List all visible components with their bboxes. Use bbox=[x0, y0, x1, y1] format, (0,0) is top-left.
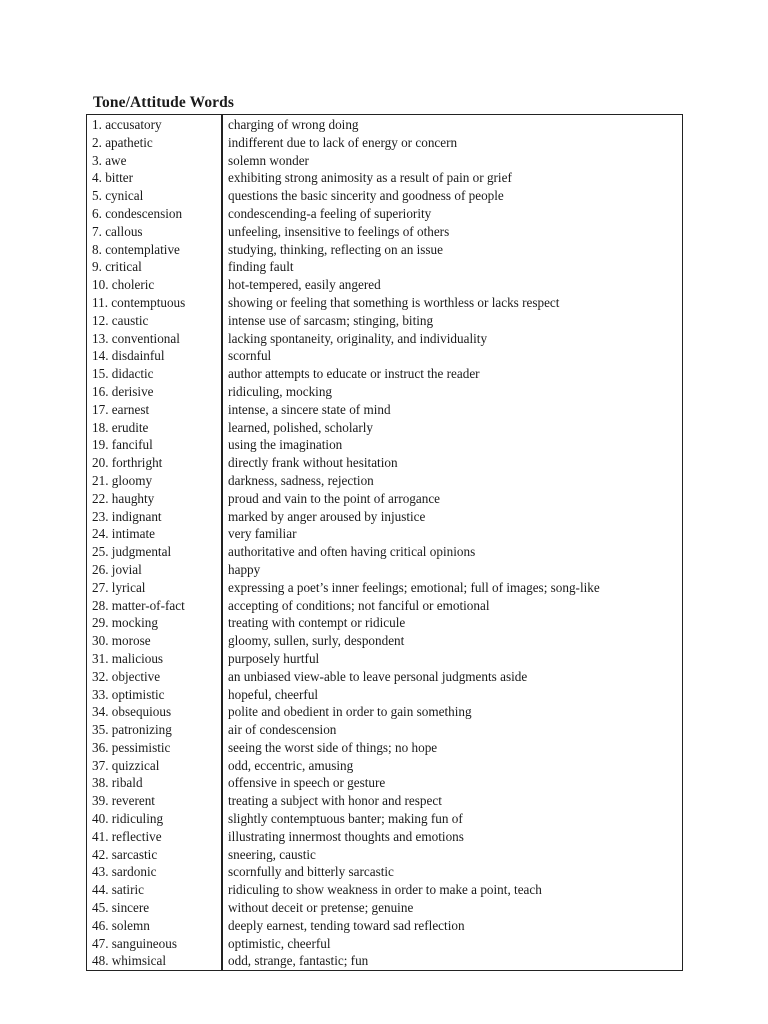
term-cell: 42. sarcastic bbox=[92, 846, 158, 862]
table-row bbox=[87, 490, 682, 508]
definition-cell: seeing the worst side of things; no hope bbox=[228, 739, 438, 755]
definition-cell: authoritative and often having critical opinions bbox=[228, 544, 476, 560]
term-cell: 37. quizzical bbox=[92, 757, 160, 773]
term-cell: 33. optimistic bbox=[92, 686, 165, 702]
definition-cell: illustrating innermost thoughts and emotions bbox=[228, 828, 464, 844]
term-cell: 35. patronizing bbox=[92, 722, 172, 738]
definition-cell: condescending-a feeling of superiority bbox=[228, 205, 432, 221]
term-cell: 2. apathetic bbox=[92, 134, 153, 150]
table-row bbox=[87, 365, 682, 383]
term-cell: 22. haughty bbox=[92, 490, 155, 506]
definition-cell: studying, thinking, reflecting on an issue bbox=[228, 241, 443, 257]
table-row bbox=[87, 401, 682, 419]
table-row bbox=[87, 686, 682, 704]
term-cell: 26. jovial bbox=[92, 561, 142, 577]
definition-cell: charging of wrong doing bbox=[228, 117, 359, 132]
table-row bbox=[87, 205, 682, 223]
definition-cell: slightly contemptuous banter; making fun of bbox=[228, 811, 463, 827]
table-rows bbox=[87, 116, 682, 970]
definition-cell: learned, polished, scholarly bbox=[228, 419, 374, 435]
table-row bbox=[87, 169, 682, 187]
term-cell: 3. awe bbox=[92, 152, 127, 168]
term-cell: 41. reflective bbox=[92, 828, 162, 844]
term-cell: 29. mocking bbox=[92, 615, 158, 631]
definition-cell: finding fault bbox=[228, 259, 294, 275]
definition-cell: exhibiting strong animosity as a result of pain or grief bbox=[228, 170, 512, 186]
definition-cell: accepting of conditions; not fanciful or emotional bbox=[228, 597, 490, 613]
definition-cell: showing or feeling that something is worthless or lacks respect bbox=[228, 294, 560, 310]
term-cell: 25. judgmental bbox=[92, 544, 172, 560]
definition-cell: offensive in speech or gesture bbox=[228, 775, 386, 791]
definition-cell: indifferent due to lack of energy or concern bbox=[228, 134, 458, 150]
table-row bbox=[87, 721, 682, 739]
table-row bbox=[87, 152, 682, 170]
definition-cell: hopeful, cheerful bbox=[228, 686, 319, 702]
term-cell: 44. satiric bbox=[92, 882, 145, 898]
definition-cell: ridiculing to show weakness in order to make a point, teach bbox=[228, 882, 542, 898]
table-row bbox=[87, 187, 682, 205]
table-row bbox=[87, 436, 682, 454]
table-row bbox=[87, 543, 682, 561]
definition-cell: author attempts to educate or instruct the reader bbox=[228, 366, 480, 382]
table-row bbox=[87, 330, 682, 348]
term-cell: 1. accusatory bbox=[92, 117, 162, 132]
term-cell: 15. didactic bbox=[92, 366, 154, 382]
table-row bbox=[87, 650, 682, 668]
table-row bbox=[87, 383, 682, 401]
table-row bbox=[87, 917, 682, 935]
definition-cell: treating with contempt or ridicule bbox=[228, 615, 406, 631]
term-cell: 39. reverent bbox=[92, 793, 155, 809]
table-row bbox=[87, 935, 682, 953]
table-row bbox=[87, 134, 682, 152]
term-cell: 34. obsequious bbox=[92, 704, 172, 720]
definition-cell: very familiar bbox=[228, 526, 297, 542]
table-row bbox=[87, 116, 682, 134]
term-cell: 14. disdainful bbox=[92, 348, 165, 364]
definition-cell: sneering, caustic bbox=[228, 846, 316, 862]
term-cell: 24. intimate bbox=[92, 526, 155, 542]
term-cell: 23. indignant bbox=[92, 508, 162, 524]
definition-cell: happy bbox=[228, 561, 261, 577]
definition-cell: using the imagination bbox=[228, 437, 343, 453]
term-cell: 9. critical bbox=[92, 259, 142, 275]
definition-cell: hot-tempered, easily angered bbox=[228, 277, 381, 293]
table-row bbox=[87, 881, 682, 899]
definition-cell: without deceit or pretense; genuine bbox=[228, 900, 414, 916]
term-cell: 47. sanguineous bbox=[92, 935, 177, 951]
term-cell: 13. conventional bbox=[92, 330, 180, 346]
term-cell: 40. ridiculing bbox=[92, 811, 164, 827]
definition-cell: treating a subject with honor and respect bbox=[228, 793, 442, 809]
definition-cell: darkness, sadness, rejection bbox=[228, 472, 374, 488]
term-cell: 11. contemptuous bbox=[92, 294, 186, 310]
table-row bbox=[87, 312, 682, 330]
definition-cell: odd, eccentric, amusing bbox=[228, 757, 354, 773]
table-row bbox=[87, 632, 682, 650]
definition-cell: lacking spontaneity, originality, and individuality bbox=[228, 330, 488, 346]
definition-cell: deeply earnest, tending toward sad reflection bbox=[228, 917, 465, 933]
table-row bbox=[87, 258, 682, 276]
term-cell: 32. objective bbox=[92, 668, 161, 684]
term-cell: 31. malicious bbox=[92, 650, 164, 666]
term-cell: 28. matter-of-fact bbox=[92, 597, 185, 613]
term-cell: 43. sardonic bbox=[92, 864, 157, 880]
definition-cell: purposely hurtful bbox=[228, 650, 320, 666]
term-cell: 38. ribald bbox=[92, 775, 143, 791]
term-cell: 5. cynical bbox=[92, 188, 144, 204]
table-row bbox=[87, 454, 682, 472]
term-cell: 4. bitter bbox=[92, 170, 134, 186]
table-row bbox=[87, 703, 682, 721]
table-row bbox=[87, 579, 682, 597]
definition-cell: solemn wonder bbox=[228, 152, 309, 168]
table-row bbox=[87, 294, 682, 312]
definition-cell: an unbiased view-able to leave personal judgments aside bbox=[228, 668, 528, 684]
definition-cell: polite and obedient in order to gain something bbox=[228, 704, 472, 720]
table-row bbox=[87, 561, 682, 579]
table-row bbox=[87, 525, 682, 543]
definition-cell: proud and vain to the point of arrogance bbox=[228, 490, 441, 506]
definition-cell: directly frank without hesitation bbox=[228, 455, 398, 471]
table-row bbox=[87, 810, 682, 828]
definition-cell: unfeeling, insensitive to feelings of others bbox=[228, 223, 450, 239]
term-cell: 19. fanciful bbox=[92, 437, 153, 453]
table-row bbox=[87, 614, 682, 632]
table-row bbox=[87, 863, 682, 881]
table-row bbox=[87, 899, 682, 917]
table-row bbox=[87, 668, 682, 686]
term-cell: 46. solemn bbox=[92, 917, 150, 933]
table-row bbox=[87, 347, 682, 365]
definition-cell: expressing a poet’s inner feelings; emotional; full of images; song-like bbox=[228, 579, 600, 595]
term-cell: 36. pessimistic bbox=[92, 739, 171, 755]
table-row bbox=[87, 223, 682, 241]
term-cell: 12. caustic bbox=[92, 312, 149, 328]
tone-words-table bbox=[86, 114, 683, 971]
table-row bbox=[87, 792, 682, 810]
definition-cell: odd, strange, fantastic; fun bbox=[228, 953, 369, 969]
definition-cell: air of condescension bbox=[228, 722, 337, 738]
term-cell: 20. forthright bbox=[92, 455, 163, 471]
term-cell: 7. callous bbox=[92, 223, 143, 239]
definition-cell: intense, a sincere state of mind bbox=[228, 401, 391, 417]
table-row bbox=[87, 508, 682, 526]
definition-cell: scornfully and bitterly sarcastic bbox=[228, 864, 394, 880]
table-row bbox=[87, 739, 682, 757]
table-row bbox=[87, 846, 682, 864]
table-row bbox=[87, 597, 682, 615]
table-row bbox=[87, 828, 682, 846]
definition-cell: marked by anger aroused by injustice bbox=[228, 508, 426, 524]
definition-cell: questions the basic sincerity and goodness of people bbox=[228, 188, 504, 204]
definition-cell: ridiculing, mocking bbox=[228, 383, 333, 399]
definition-cell: intense use of sarcasm; stinging, biting bbox=[228, 312, 434, 328]
term-cell: 18. erudite bbox=[92, 419, 149, 435]
definition-cell: optimistic, cheerful bbox=[228, 935, 331, 951]
table-row bbox=[87, 419, 682, 437]
term-cell: 10. choleric bbox=[92, 277, 155, 293]
term-cell: 17. earnest bbox=[92, 401, 150, 417]
table-row bbox=[87, 276, 682, 294]
table-row bbox=[87, 757, 682, 775]
table-row bbox=[87, 472, 682, 490]
definition-cell: scornful bbox=[228, 348, 272, 364]
term-cell: 27. lyrical bbox=[92, 579, 146, 595]
table-row bbox=[87, 952, 682, 970]
document-title: Tone/Attitude Words bbox=[93, 94, 234, 111]
term-cell: 6. condescension bbox=[92, 205, 183, 221]
table-row bbox=[87, 241, 682, 259]
term-cell: 21. gloomy bbox=[92, 472, 153, 488]
term-cell: 8. contemplative bbox=[92, 241, 180, 257]
definition-cell: gloomy, sullen, surly, despondent bbox=[228, 633, 405, 649]
term-cell: 48. whimsical bbox=[92, 953, 166, 969]
table-row bbox=[87, 774, 682, 792]
term-cell: 16. derisive bbox=[92, 383, 154, 399]
term-cell: 30. morose bbox=[92, 633, 151, 649]
term-cell: 45. sincere bbox=[92, 900, 150, 916]
